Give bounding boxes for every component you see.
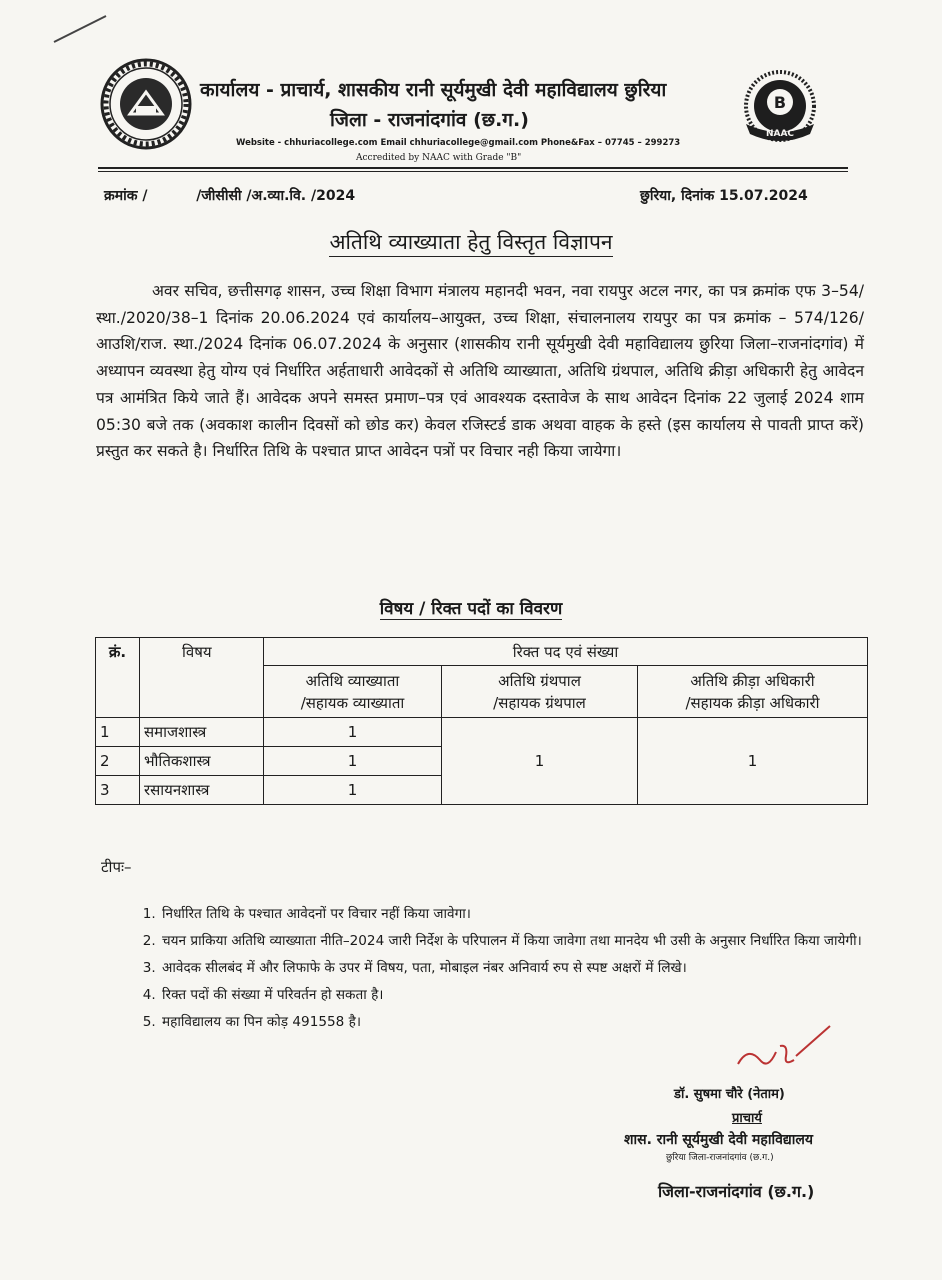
- row-sno: 2: [96, 747, 140, 776]
- vacancy-table: [95, 637, 868, 805]
- row-sno: 3: [96, 776, 140, 805]
- note-item: 4. रिक्त पदों की संख्या में परिवर्तन हो सकता है।: [160, 985, 900, 1006]
- col-group-header: रिक्त पद एवं संख्या: [264, 638, 868, 666]
- naac-label: NAAC: [765, 129, 795, 139]
- header-office-line: कार्यालय - प्राचार्य, शासकीय रानी सूर्यमुखी देवी महाविद्यालय छुरिया: [200, 79, 667, 101]
- col-header-lecturer-line2: /सहायक व्याख्याता: [300, 693, 405, 712]
- row-subject: रसायनशास्त्र: [140, 776, 264, 805]
- col-header-librarian-line2: /सहायक ग्रंथपाल: [493, 693, 586, 712]
- seal-small-line: छुरिया जिला-राजनांदगांव (छ.ग.): [666, 1153, 774, 1163]
- col-header-librarian-line1: अतिथि ग्रंथपाल: [498, 671, 581, 690]
- row-subject: समाजशास्त्र: [140, 718, 264, 747]
- table-title-text: विषय / रिक्त पदों का विवरण: [379, 599, 563, 619]
- row-sno: 1: [96, 718, 140, 747]
- document-title: [0, 228, 942, 256]
- col-header-lecturer: [264, 666, 442, 718]
- header-contact-line: Website - chhuriacollege.com Email chhuriacollege@gmail.com Phone&Fax – 07745 – 299273: [236, 138, 681, 148]
- note-item: 2. चयन प्राकिया अतिथि व्याख्याता नीति–2024 जारी निर्देश के परिपालन में किया जावेगा तथा मानदेय भी उसी के अनुसार निर्धारित किया जायेगी।: [160, 931, 900, 952]
- document-title-text: अतिथि व्याख्याता हेतु विस्तृत विज्ञापन: [329, 230, 612, 257]
- naac-grade: B: [773, 93, 787, 112]
- naac-badge-logo: [738, 66, 822, 150]
- librarian-total: 1: [442, 718, 638, 805]
- sports-total: 1: [638, 718, 868, 805]
- header-rule: [98, 167, 848, 169]
- college-seal-logo: [100, 58, 192, 150]
- header-rule-thin: [98, 171, 848, 172]
- pencil-mark: [44, 10, 114, 50]
- col-header-sports: [638, 666, 868, 718]
- header-accreditation-line: Accredited by NAAC with Grade "B": [356, 153, 522, 163]
- seal-district-line: जिला-राजनांदगांव (छ.ग.): [658, 1182, 815, 1201]
- reference-date: छुरिया, दिनांक 15.07.2024: [640, 188, 808, 204]
- body-paragraph: अवर सचिव, छत्तीसगढ़ शासन, उच्च शिक्षा विभाग मंत्रालय महानदी भवन, नवा रायपुर अटल नगर, का पत्र क्रमांक एफ 3–54/स्था./2020/38–1 दिनांक 20.06.2024 एवं कार्यालय–आयुक्त, उच्च शिक्षा, संचालनालय रायपुर का पत्र क्रमांक – 574/126/आउशि/राज. स्था./2024 दिनांक 06.07.2024 के अनुसार (शासकीय रानी सूर्यमुखी देवी महाविद्यालय छुरिया जिला–राजनांदगांव) में अध्यापन व्यवस्था हेतु योग्य एवं निर्धारित अर्हताधारी आवेदकों से अतिथि व्याख्याता, अतिथि ग्रंथपाल, अतिथि क्रीड़ा अधिकारी हेतु आवेदन पत्र आमंत्रित किये जाते हैं। आवेदक अपने समस्त प्रमाण–पत्र एवं आवश्यक दस्तावेज के साथ आवेदन दिनांक 22 जुलाई 2024 शाम 05:30 बजे तक (अवकाश कालीन दिवसों को छोड कर) केवल रजिस्टर्ड डाक अथवा वाहक के हस्ते (इस कार्यालय से पावती प्राप्त करें) प्रस्तुत कर सकते है। निर्धारित तिथि के पश्चात प्राप्त आवेदन पत्रों पर विचार नही किया जायेगा।: [96, 282, 864, 461]
- seal-college-line: शास. रानी सूर्यमुखी देवी महाविद्यालय: [624, 1132, 813, 1148]
- col-header-sports-line1: अतिथि क्रीड़ा अधिकारी: [690, 671, 815, 690]
- row-lecturer-count: 1: [264, 718, 442, 747]
- header-district-line: जिला - राजनांदगांव (छ.ग.): [330, 109, 529, 131]
- table-title: [0, 596, 942, 619]
- signatory-designation: प्राचार्य: [732, 1111, 762, 1126]
- handwritten-signature: [718, 1016, 838, 1076]
- notes-heading: टीपः–: [101, 858, 132, 876]
- col-header-sno: क्रं.: [96, 638, 140, 718]
- note-item: 1. निर्धारित तिथि के पश्चात आवेदनों पर विचार नहीं किया जावेगा।: [160, 904, 900, 925]
- row-lecturer-count: 1: [264, 776, 442, 805]
- col-header-lecturer-line1: अतिथि व्याख्याता: [305, 671, 400, 690]
- signatory-name: डॉ. सुषमा चौरे (नेताम): [674, 1087, 785, 1102]
- row-lecturer-count: 1: [264, 747, 442, 776]
- note-item: 3. आवेदक सीलबंद में और लिफाफे के उपर में विषय, पता, मोबाइल नंबर अनिवार्य रुप से स्पष्ट अक्षरों में लिखे।: [160, 958, 900, 979]
- note-item: 5. महाविद्यालय का पिन कोड़ 491558 है।: [160, 1012, 900, 1033]
- reference-number: क्रमांक / /जीसीसी /अ.व्या.वि. /2024: [104, 188, 356, 204]
- table-row: [96, 718, 868, 747]
- row-subject: भौतिकशास्त्र: [140, 747, 264, 776]
- col-header-subject: विषय: [140, 638, 264, 718]
- col-header-librarian: [442, 666, 638, 718]
- col-header-sports-line2: /सहायक क्रीड़ा अधिकारी: [685, 693, 820, 712]
